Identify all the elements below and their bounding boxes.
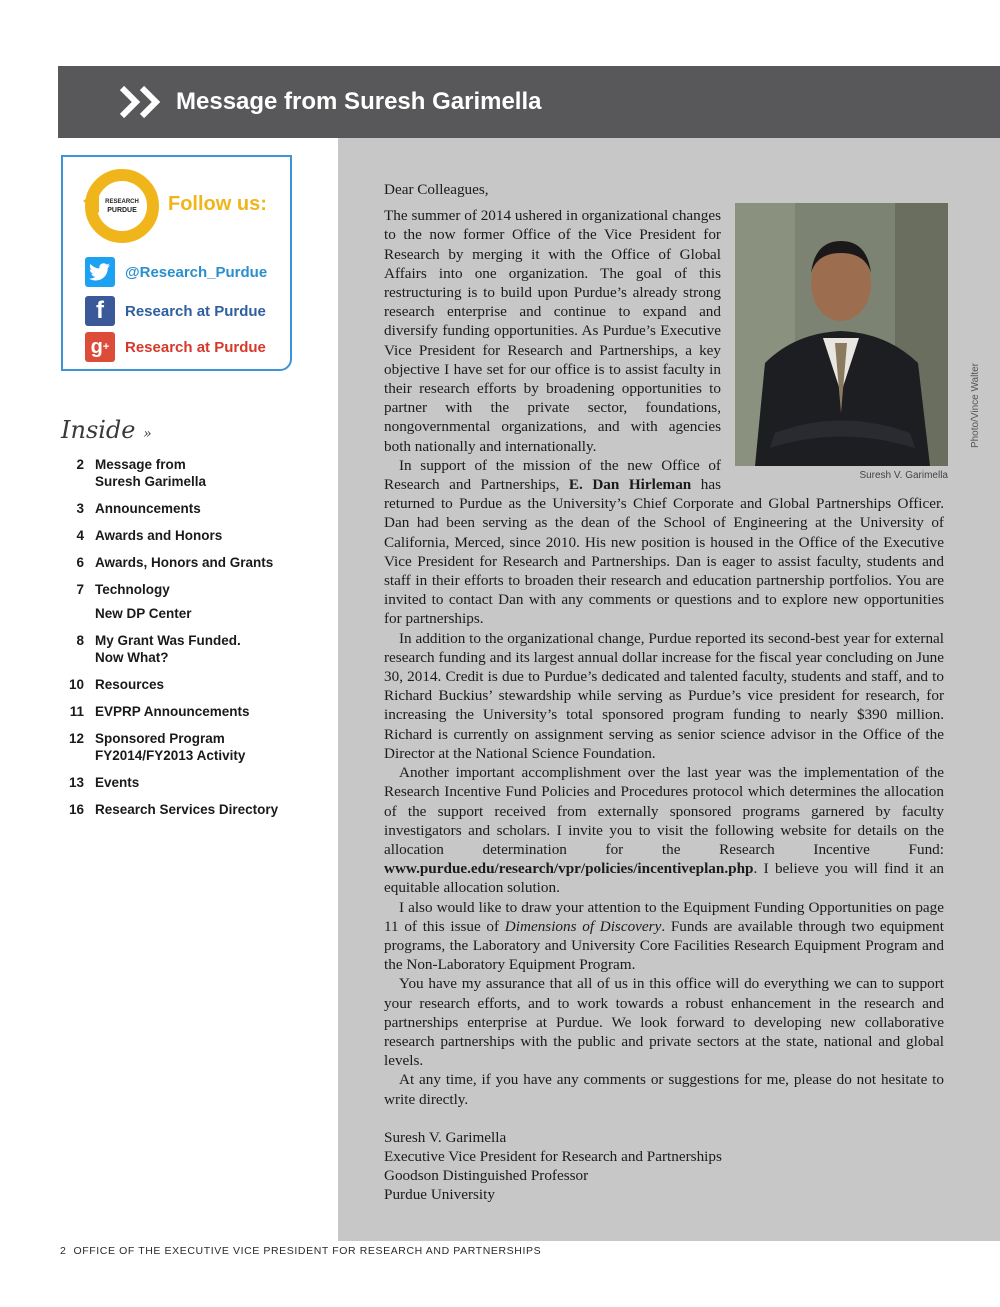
google-plus-icon: g +: [85, 332, 115, 362]
incentive-plan-link[interactable]: www.purdue.edu/research/vpr/policies/incentiveplan.php: [384, 860, 754, 878]
twitter-link[interactable]: [85, 257, 267, 287]
footer-text: OFFICE OF THE EXECUTIVE VICE PRESIDENT FOR RESEARCH AND PARTNERSHIPS: [73, 1245, 542, 1257]
portrait-photo: [735, 203, 948, 466]
toc-page-number: 2: [76, 457, 84, 472]
toc-title: Awards, Honors and Grants: [95, 555, 274, 570]
toc-item[interactable]: [62, 730, 332, 764]
inside-heading-text: Inside: [61, 416, 136, 444]
signature-block: [384, 1128, 944, 1205]
twitter-handle: @Research_Purdue: [125, 263, 268, 281]
toc-item[interactable]: [62, 581, 332, 598]
toc-page-number: 10: [68, 677, 84, 692]
toc-title: Announcements: [95, 501, 201, 516]
toc-page-number: 11: [69, 704, 84, 719]
twitter-icon: [85, 257, 115, 287]
paragraph-7: At any time, if you have any comments or suggestions for me, please do not hesitate to write directly.: [384, 1071, 944, 1108]
google-plus-label: Research at Purdue: [125, 338, 266, 356]
toc-item[interactable]: [62, 500, 332, 517]
photo-caption: Suresh V. Garimella: [859, 470, 948, 482]
double-chevron-icon: [118, 84, 162, 120]
page-footer: [60, 1245, 541, 1257]
letter-panel: [338, 138, 1000, 1241]
toc-page-number: 12: [68, 731, 84, 746]
paragraph-1: The summer of 2014 ushered in organizational changes to the now former Office of the Vice President for Research by merging it with the Office of Global Affairs into one organization. The goal of this restructuring is to build upon Purdue’s already strong research enterprise and continue to expand and diversify funding opportunities. As Purdue’s Executive Vice President for Research and Partnerships, a key objective I have set for our office is to assist faculty in their research efforts by broadening opportunities to partner with the private sector, foundations, nongovernmental organizations, and with agencies both nationally and internationally.: [384, 207, 721, 455]
portrait-figure: [735, 203, 981, 482]
page-number: 2: [60, 1245, 67, 1257]
facebook-link[interactable]: [85, 296, 266, 326]
publication-title: Dimensions of Discovery: [504, 917, 662, 935]
follow-us-label: Follow us:: [168, 193, 267, 215]
signature-org: Purdue University: [384, 1186, 495, 1204]
toc-title: EVPRP Announcements: [95, 704, 250, 719]
toc-item[interactable]: [62, 632, 332, 666]
toc-title: My Grant Was Funded. Now What?: [95, 633, 241, 665]
toc-page-number: 8: [76, 633, 84, 648]
paragraph-4: Another important accomplishment over the last year was the implementation of the Research Incentive Fund Policies and Procedures protocol which determines the allocation of the support received from externally sponsored programs garnered by faculty investigators and scholars. I invite you to visit the following website for details on the allocation determination for the Research Incentive Fund: www.purdue.edu/research/vpr/policies/incentiveplan.php. I believe you will find it an equitable allocation solution.: [384, 764, 944, 897]
person-name: E. Dan Hirleman: [568, 476, 692, 494]
toc-title: Message from Suresh Garimella: [95, 457, 207, 489]
toc-page-number: 3: [76, 501, 84, 516]
toc-title: Research Services Directory: [95, 802, 279, 817]
toc-item[interactable]: [62, 774, 332, 791]
paragraph-3: In addition to the organizational change, Purdue reported its second-best year for external research funding and its largest annual dollar increase for the fiscal year concluding on June 30, 2014. Credit is due to Purdue’s dedicated and talented faculty, students and staff, and to Richard Buckius’ stewardship while serving as Purdue’s vice president for research, for increasing the University’s total sponsored program funding to nearly $390 million. Richard is currently on assignment serving as senior science advisor in the Office of the Director at the National Science Foundation.: [384, 629, 944, 762]
svg-text:PURDUE: PURDUE: [107, 207, 137, 214]
inside-heading: [61, 416, 152, 444]
toc-page-number: 6: [76, 555, 84, 570]
letter-body: [384, 180, 981, 1205]
research-purdue-logo: [83, 167, 161, 245]
paragraph-5: I also would like to draw your attention to the Equipment Funding Opportunities on page 11 of this issue of Dimensions of Discovery. Funds are available through two equipment programs, the Laboratory and University Core Facilities Research Equipment Program and the Non-Laboratory Equipment Program.: [384, 898, 944, 974]
signature-name: Suresh V. Garimella: [384, 1128, 507, 1146]
toc-title: Events: [95, 775, 140, 790]
toc-page-number: 13: [68, 775, 84, 790]
table-of-contents: [62, 456, 332, 818]
photo-credit: Photo/Vince Walter: [970, 363, 981, 449]
google-plus-link[interactable]: [85, 332, 266, 362]
salutation: Dear Colleagues,: [384, 181, 489, 198]
paragraph-2: In support of the mission of the new Office of Research and Partnerships, E. Dan Hirleman has returned to Purdue as the University’s Chief Corporate and Global Partnerships Officer. Dan had been serving as the dean of the School of Engineering at the University of California, Merced, since 2010. His new position is housed in the Office of the Executive Vice President for Research and Partnerships. Dan is eager to assist faculty, students and staff in their efforts to broaden their research and education partnership portfolios. You are invited to contact Dan with any comments or questions and to explore new opportunities for partnerships.: [384, 456, 944, 628]
toc-title: Technology: [95, 582, 170, 597]
toc-item[interactable]: [62, 456, 332, 490]
signature-title-1: Executive Vice President for Research and Partnerships: [384, 1147, 722, 1165]
toc-item[interactable]: [62, 676, 332, 693]
toc-page-number: [62, 605, 84, 622]
toc-page-number: 4: [76, 528, 84, 543]
toc-title: Resources: [95, 677, 165, 692]
toc-item[interactable]: [62, 605, 332, 622]
toc-page-number: 16: [68, 802, 84, 817]
toc-item[interactable]: [62, 801, 332, 818]
toc-title: Sponsored Program FY2014/FY2013 Activity: [95, 731, 246, 763]
toc-title: New DP Center: [95, 606, 192, 621]
toc-title: Awards and Honors: [95, 528, 223, 543]
toc-item[interactable]: [62, 527, 332, 544]
facebook-icon: f: [85, 296, 115, 326]
paragraph-6: You have my assurance that all of us in this office will do everything we can to support your research efforts, and to work towards a robust enhancement in the research and partnerships enterprise at Purdue. We look forward to developing new collaborative research partnerships with the public and private sectors at the state, national and global levels.: [384, 975, 944, 1070]
inside-raquo: »: [143, 426, 152, 442]
toc-item[interactable]: [62, 703, 332, 720]
signature-title-2: Goodson Distinguished Professor: [384, 1167, 589, 1185]
page-title: Message from Suresh Garimella: [176, 88, 542, 115]
toc-page-number: 7: [76, 582, 84, 597]
toc-item[interactable]: [62, 554, 332, 571]
follow-us-box: [61, 155, 292, 371]
svg-text:RESEARCH: RESEARCH: [105, 199, 139, 205]
facebook-label: Research at Purdue: [125, 302, 266, 320]
section-header: [58, 66, 1000, 138]
